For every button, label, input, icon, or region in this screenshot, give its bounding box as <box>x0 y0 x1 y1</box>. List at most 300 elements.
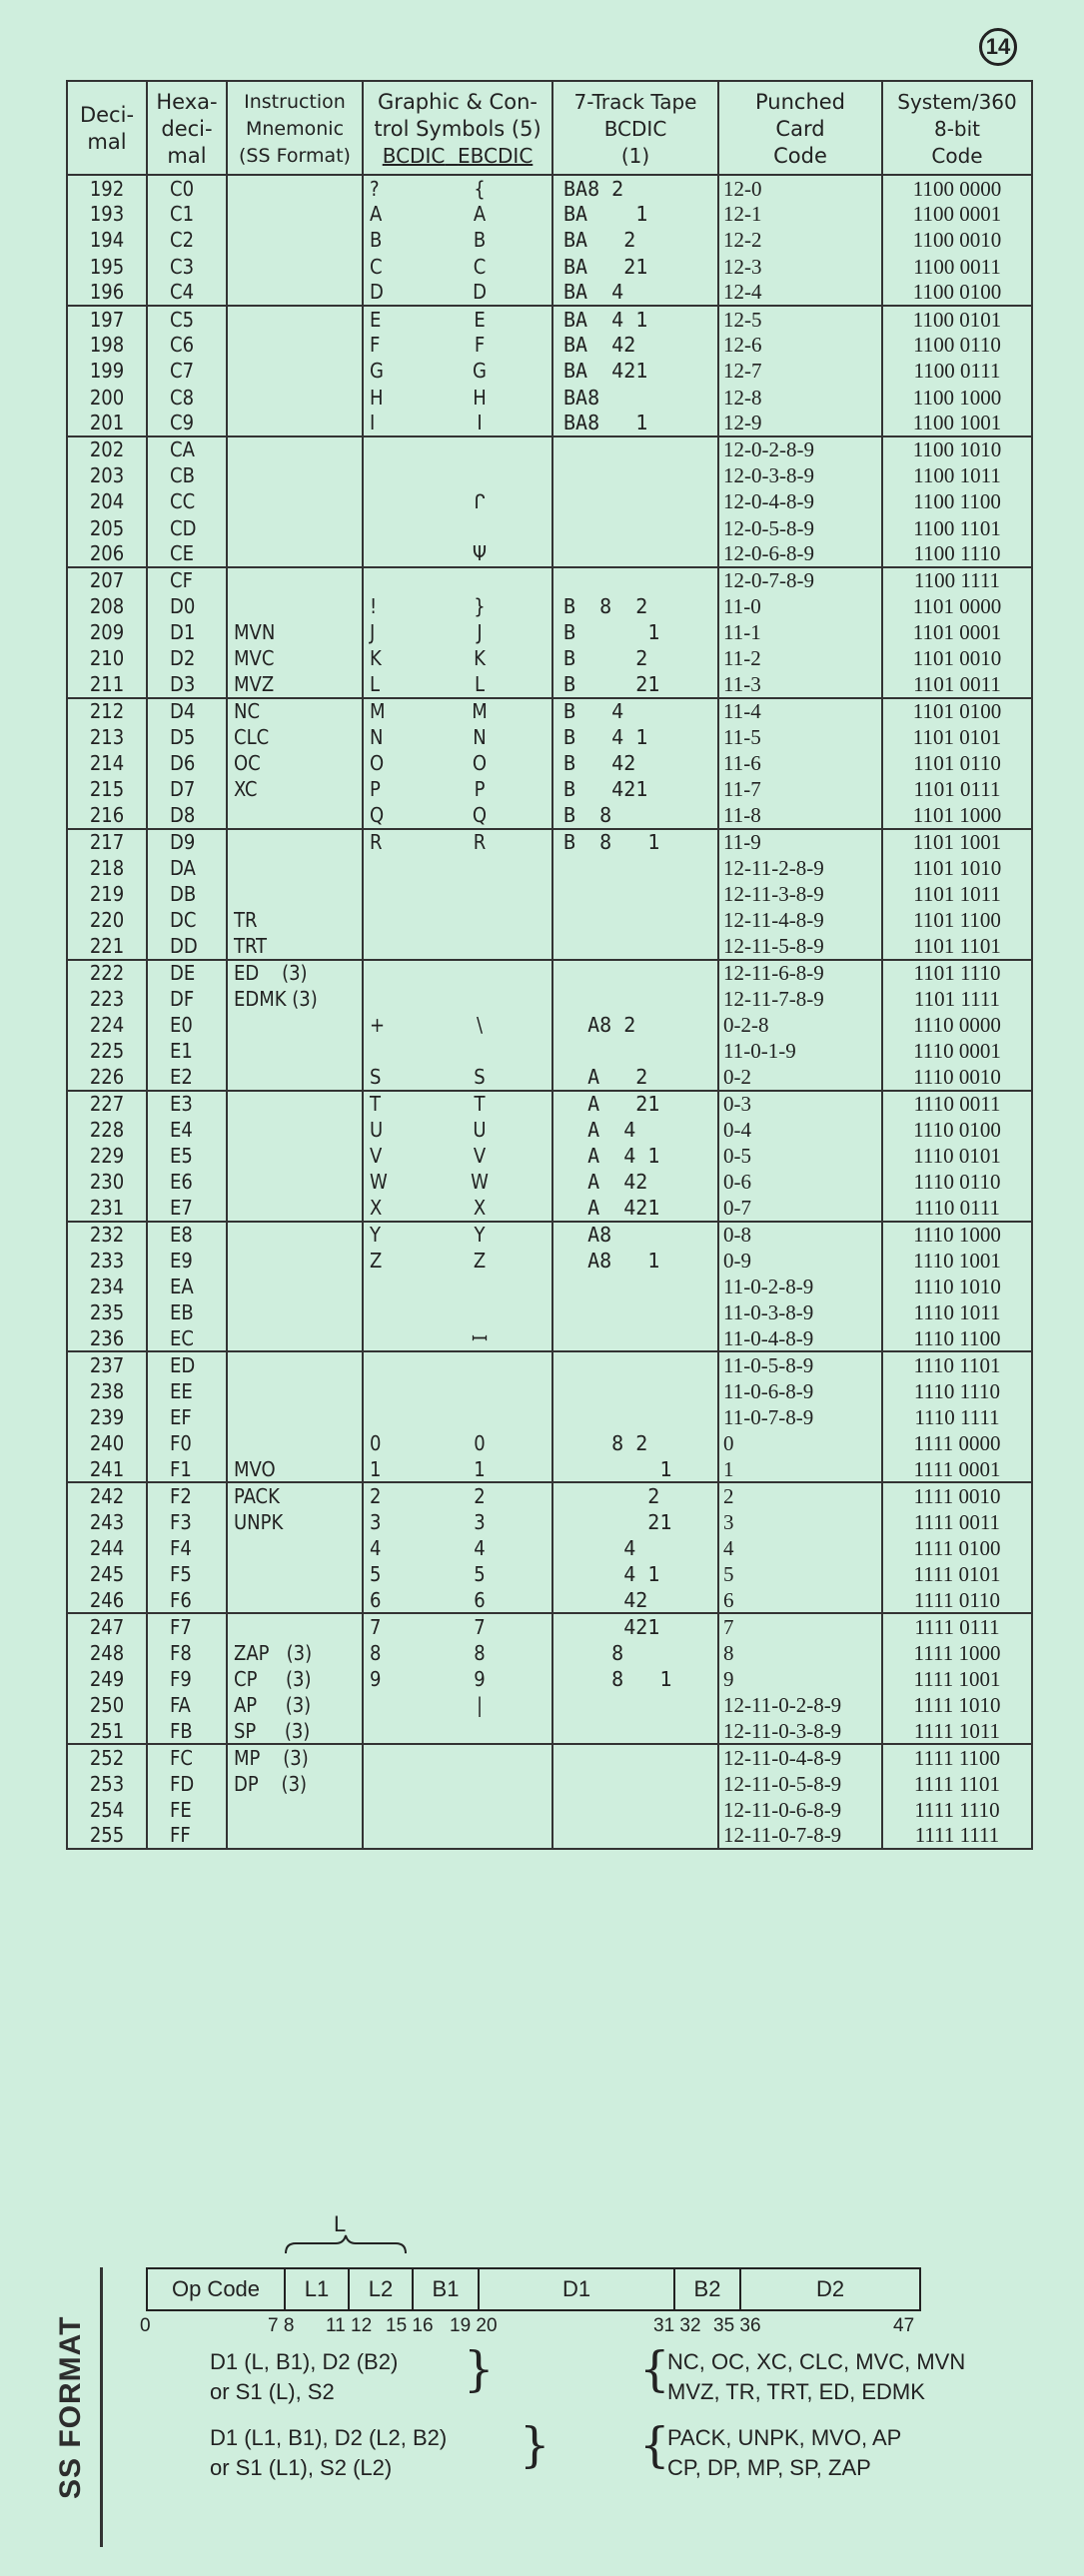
graphic-cell <box>363 514 552 540</box>
tape-cell <box>552 436 718 462</box>
system-cell: 1101 0010 <box>882 645 1032 671</box>
header-card: Punched Card Code <box>718 81 882 175</box>
table-row <box>67 1587 1032 1613</box>
hex-cell: FF <box>147 1823 227 1849</box>
card-cell: 6 <box>718 1587 882 1613</box>
system-cell: 1111 1001 <box>882 1666 1032 1692</box>
ss-ops-1b: MVZ, TR, TRT, ED, EDMK <box>667 2379 925 2404</box>
hex-cell: CA <box>147 436 227 462</box>
hex-cell: CF <box>147 567 227 593</box>
graphic-cell <box>363 1404 552 1430</box>
hex-cell: EA <box>147 1274 227 1299</box>
card-cell: 12-11-3-8-9 <box>718 881 882 907</box>
mnemonic-cell <box>227 411 363 436</box>
table-row <box>67 1456 1032 1482</box>
decimal-cell: 197 <box>67 306 147 332</box>
hex-cell: CC <box>147 488 227 514</box>
ss-field-l2: L2 <box>350 2269 414 2309</box>
graphic-cell <box>363 1351 552 1377</box>
decimal-cell: 251 <box>67 1718 147 1744</box>
decimal-cell: 196 <box>67 280 147 306</box>
card-cell: 12-0-7-8-9 <box>718 567 882 593</box>
system-cell: 1111 0110 <box>882 1587 1032 1613</box>
graphic-cell <box>363 227 552 253</box>
tape-cell <box>552 881 718 907</box>
ebcdic-symbol: H <box>473 385 487 410</box>
mnemonic-cell <box>227 385 363 411</box>
system-cell: 1111 1100 <box>882 1744 1032 1770</box>
bcdic-symbol: X <box>370 1195 383 1220</box>
graphic-cell <box>363 1248 552 1274</box>
decimal-cell: 206 <box>67 541 147 567</box>
mnemonic-cell <box>227 855 363 881</box>
bcdic-symbol: F <box>370 333 381 358</box>
tape-cell: BA8 2 <box>552 175 718 201</box>
card-cell: 9 <box>718 1666 882 1692</box>
tape-cell: A 2 <box>552 1064 718 1090</box>
mnemonic-cell <box>227 227 363 253</box>
hex-cell: F9 <box>147 1666 227 1692</box>
hex-cell: F1 <box>147 1456 227 1482</box>
hex-cell: E1 <box>147 1038 227 1064</box>
bcdic-symbol: 9 <box>370 1666 382 1691</box>
mnemonic-cell <box>227 593 363 619</box>
ebcdic-symbol: Q <box>472 803 488 828</box>
hex-cell: DB <box>147 881 227 907</box>
mnemonic-cell <box>227 1038 363 1064</box>
decimal-cell: 221 <box>67 933 147 959</box>
hex-cell: ED <box>147 1351 227 1377</box>
ss-format-title: SS FORMAT <box>54 2315 87 2499</box>
bcdic-symbol: 5 <box>370 1562 382 1587</box>
table-row <box>67 1430 1032 1456</box>
mnemonic-cell: XC <box>227 776 363 802</box>
hex-cell: E8 <box>147 1222 227 1248</box>
bcdic-symbol: J <box>370 620 376 645</box>
tape-cell: A8 <box>552 1222 718 1248</box>
tape-cell: 2 <box>552 1482 718 1508</box>
mnemonic-cell <box>227 1430 363 1456</box>
system-cell: 1101 0001 <box>882 619 1032 645</box>
table-row <box>67 776 1032 802</box>
header-hex: Hexa- deci- mal <box>147 81 227 175</box>
header-row <box>67 81 1032 175</box>
bcdic-symbol: 2 <box>370 1483 382 1508</box>
ebcdic-symbol: K <box>474 646 486 671</box>
graphic-cell <box>363 829 552 855</box>
decimal-cell: 242 <box>67 1482 147 1508</box>
table-row <box>67 645 1032 671</box>
bcdic-symbol: E <box>370 307 382 332</box>
system-cell: 1110 0010 <box>882 1064 1032 1090</box>
ebcdic-symbol: G <box>473 359 487 384</box>
system-cell: 1110 1101 <box>882 1351 1032 1377</box>
table-row <box>67 1509 1032 1535</box>
system-cell: 1110 0001 <box>882 1038 1032 1064</box>
system-cell: 1110 1001 <box>882 1248 1032 1274</box>
system-cell: 1110 0000 <box>882 1012 1032 1038</box>
card-cell: 12-0-2-8-9 <box>718 436 882 462</box>
mnemonic-cell <box>227 514 363 540</box>
decimal-cell: 203 <box>67 462 147 488</box>
hex-cell: E2 <box>147 1064 227 1090</box>
table-row <box>67 1325 1032 1351</box>
bcdic-symbol: Q <box>370 803 385 828</box>
system-cell: 1110 0101 <box>882 1143 1032 1169</box>
graphic-cell <box>363 724 552 750</box>
mnemonic-cell: CP (3) <box>227 1666 363 1692</box>
header-decimal: Deci- mal <box>67 81 147 175</box>
system-cell: 1111 0111 <box>882 1613 1032 1639</box>
card-cell: 11-0-5-8-9 <box>718 1351 882 1377</box>
bcdic-symbol: U <box>370 1117 384 1142</box>
tape-cell <box>552 1325 718 1351</box>
hex-cell: DC <box>147 907 227 933</box>
ss-bit-7-8: 7 8 <box>268 2315 295 2336</box>
decimal-cell: 213 <box>67 724 147 750</box>
ebcdic-symbol: R <box>473 830 487 855</box>
system-cell: 1111 1010 <box>882 1692 1032 1718</box>
ss-brace-right-2: } <box>520 2417 550 2473</box>
mnemonic-cell <box>227 1117 363 1143</box>
card-cell: 12-0-5-8-9 <box>718 514 882 540</box>
graphic-cell <box>363 1692 552 1718</box>
table-row <box>67 411 1032 436</box>
card-cell: 2 <box>718 1482 882 1508</box>
table-row <box>67 1299 1032 1325</box>
graphic-cell <box>363 1299 552 1325</box>
card-cell: 0-2-8 <box>718 1012 882 1038</box>
table-row <box>67 933 1032 959</box>
ss-field-b2: B2 <box>675 2269 741 2309</box>
bcdic-symbol: 6 <box>370 1587 382 1612</box>
tape-cell: 8 <box>552 1640 718 1666</box>
card-cell: 0-5 <box>718 1143 882 1169</box>
hex-cell: C1 <box>147 201 227 227</box>
mnemonic-cell <box>227 436 363 462</box>
decimal-cell: 225 <box>67 1038 147 1064</box>
tape-cell <box>552 1274 718 1299</box>
hex-cell: D8 <box>147 803 227 829</box>
mnemonic-cell <box>227 488 363 514</box>
tape-cell: A 42 <box>552 1169 718 1195</box>
ebcdic-symbol: { <box>474 176 486 201</box>
mnemonic-cell <box>227 881 363 907</box>
tape-cell <box>552 1797 718 1823</box>
system-cell: 1101 0011 <box>882 672 1032 698</box>
ebcdic-symbol: W <box>471 1170 489 1195</box>
graphic-cell <box>363 750 552 776</box>
decimal-cell: 202 <box>67 436 147 462</box>
card-cell: 0-7 <box>718 1195 882 1221</box>
graphic-cell <box>363 619 552 645</box>
ebcdic-symbol: | <box>476 1692 484 1717</box>
table-row <box>67 1797 1032 1823</box>
hex-cell: EE <box>147 1378 227 1404</box>
graphic-cell <box>363 201 552 227</box>
graphic-cell <box>363 1535 552 1561</box>
table-row <box>67 1718 1032 1744</box>
ebcdic-symbol: 0 <box>474 1431 486 1456</box>
system-cell: 1101 0000 <box>882 593 1032 619</box>
hex-cell: DF <box>147 986 227 1012</box>
mnemonic-cell <box>227 201 363 227</box>
ebcdic-symbol: ꟷ <box>471 1325 489 1350</box>
tape-cell <box>552 1351 718 1377</box>
tape-cell: B 8 2 <box>552 593 718 619</box>
mnemonic-cell <box>227 1325 363 1351</box>
graphic-cell <box>363 1823 552 1849</box>
tape-cell: B 1 <box>552 619 718 645</box>
bcdic-symbol: 3 <box>370 1509 382 1534</box>
hex-cell: F7 <box>147 1613 227 1639</box>
card-cell: 12-11-0-6-8-9 <box>718 1797 882 1823</box>
graphic-cell <box>363 1012 552 1038</box>
card-cell: 12-1 <box>718 201 882 227</box>
table-row <box>67 385 1032 411</box>
mnemonic-cell <box>227 1274 363 1299</box>
system-cell: 1111 1101 <box>882 1770 1032 1796</box>
ss-brace-right-1: } <box>464 2341 495 2397</box>
table-row <box>67 306 1032 332</box>
card-cell: 0-9 <box>718 1248 882 1274</box>
tape-cell <box>552 567 718 593</box>
bcdic-symbol: T <box>370 1092 381 1117</box>
system-cell: 1110 1000 <box>882 1222 1032 1248</box>
decimal-cell: 223 <box>67 986 147 1012</box>
tape-cell: BA8 1 <box>552 411 718 436</box>
header-ebcdic: EBCDIC <box>458 143 534 168</box>
system-cell: 1100 1001 <box>882 411 1032 436</box>
hex-cell: CE <box>147 541 227 567</box>
system-cell: 1110 1111 <box>882 1404 1032 1430</box>
hex-cell: F8 <box>147 1640 227 1666</box>
hex-cell: E9 <box>147 1248 227 1274</box>
system-cell: 1101 0110 <box>882 750 1032 776</box>
decimal-cell: 243 <box>67 1509 147 1535</box>
decimal-cell: 215 <box>67 776 147 802</box>
ss-format-rule <box>100 2267 103 2547</box>
graphic-cell <box>363 488 552 514</box>
ebcdic-symbol: U <box>473 1117 487 1142</box>
ebcdic-symbol: 6 <box>474 1587 486 1612</box>
tape-cell <box>552 1038 718 1064</box>
hex-cell: C8 <box>147 385 227 411</box>
table-row <box>67 803 1032 829</box>
tape-cell: BA 1 <box>552 201 718 227</box>
table-row <box>67 514 1032 540</box>
table-row <box>67 1064 1032 1090</box>
tape-cell <box>552 960 718 986</box>
decimal-cell: 245 <box>67 1561 147 1587</box>
table-row <box>67 593 1032 619</box>
mnemonic-cell: CLC <box>227 724 363 750</box>
bcdic-symbol: 7 <box>370 1614 382 1639</box>
ebcdic-symbol: F <box>474 333 486 358</box>
table-row <box>67 1823 1032 1849</box>
ebcdic-symbol: J <box>477 620 483 645</box>
card-cell: 11-0-4-8-9 <box>718 1325 882 1351</box>
hex-cell: C0 <box>147 175 227 201</box>
ebcdic-symbol: A <box>473 202 487 227</box>
card-cell: 11-0-2-8-9 <box>718 1274 882 1299</box>
card-cell: 11-0-6-8-9 <box>718 1378 882 1404</box>
decimal-cell: 228 <box>67 1117 147 1143</box>
graphic-cell <box>363 1797 552 1823</box>
decimal-cell: 219 <box>67 881 147 907</box>
hex-cell: EC <box>147 1325 227 1351</box>
bcdic-symbol: B <box>370 228 383 253</box>
decimal-cell: 204 <box>67 488 147 514</box>
card-cell: 11-0-3-8-9 <box>718 1299 882 1325</box>
card-cell: 11-3 <box>718 672 882 698</box>
system-cell: 1110 0111 <box>882 1195 1032 1221</box>
graphic-cell <box>363 1666 552 1692</box>
mnemonic-cell <box>227 1222 363 1248</box>
table-row <box>67 462 1032 488</box>
card-cell: 11-0-1-9 <box>718 1038 882 1064</box>
ss-ops-1a: NC, OC, XC, CLC, MVC, MVN <box>667 2349 966 2374</box>
mnemonic-cell: DP (3) <box>227 1770 363 1796</box>
hex-cell: F0 <box>147 1430 227 1456</box>
system-cell: 1100 0100 <box>882 280 1032 306</box>
hex-cell: C7 <box>147 358 227 384</box>
decimal-cell: 248 <box>67 1640 147 1666</box>
card-cell: 12-4 <box>718 280 882 306</box>
bcdic-symbol: R <box>370 830 383 855</box>
graphic-cell <box>363 1770 552 1796</box>
tape-cell <box>552 1692 718 1718</box>
ss-ops-2b: CP, DP, MP, SP, ZAP <box>667 2455 871 2480</box>
decimal-cell: 253 <box>67 1770 147 1796</box>
mnemonic-cell <box>227 332 363 358</box>
table-row <box>67 1143 1032 1169</box>
mnemonic-cell <box>227 254 363 280</box>
graphic-cell <box>363 541 552 567</box>
graphic-cell <box>363 986 552 1012</box>
mnemonic-cell <box>227 1404 363 1430</box>
system-cell: 1101 1110 <box>882 960 1032 986</box>
decimal-cell: 216 <box>67 803 147 829</box>
ebcdic-symbol: T <box>474 1092 486 1117</box>
card-cell: 12-11-0-3-8-9 <box>718 1718 882 1744</box>
decimal-cell: 218 <box>67 855 147 881</box>
ss-operand-form-1b: or S1 (L), S2 <box>210 2379 335 2404</box>
hex-cell: D4 <box>147 698 227 724</box>
hex-cell: D1 <box>147 619 227 645</box>
tape-cell: 4 <box>552 1535 718 1561</box>
graphic-cell <box>363 698 552 724</box>
tape-cell: B 4 <box>552 698 718 724</box>
mnemonic-cell <box>227 358 363 384</box>
mnemonic-cell <box>227 1195 363 1221</box>
system-cell: 1100 1000 <box>882 385 1032 411</box>
system-cell: 1101 1111 <box>882 986 1032 1012</box>
ss-length-label: L <box>334 2211 347 2236</box>
mnemonic-cell: MVC <box>227 645 363 671</box>
tape-cell <box>552 907 718 933</box>
tape-cell <box>552 986 718 1012</box>
system-cell: 1100 0101 <box>882 306 1032 332</box>
hex-cell: E7 <box>147 1195 227 1221</box>
graphic-cell <box>363 1718 552 1744</box>
ebcdic-symbol: P <box>474 777 486 802</box>
hex-cell: D5 <box>147 724 227 750</box>
graphic-cell <box>363 306 552 332</box>
page-number: 14 <box>979 28 1017 66</box>
card-cell: 3 <box>718 1509 882 1535</box>
card-cell: 12-7 <box>718 358 882 384</box>
graphic-cell <box>363 907 552 933</box>
graphic-cell <box>363 855 552 881</box>
bcdic-symbol: Y <box>370 1223 381 1248</box>
graphic-cell <box>363 1143 552 1169</box>
bcdic-symbol: + <box>370 1013 386 1038</box>
tape-cell: 21 <box>552 1509 718 1535</box>
mnemonic-cell <box>227 1587 363 1613</box>
system-cell: 1111 0010 <box>882 1482 1032 1508</box>
table-row <box>67 1613 1032 1639</box>
decimal-cell: 237 <box>67 1351 147 1377</box>
decimal-cell: 250 <box>67 1692 147 1718</box>
bcdic-symbol: V <box>370 1144 383 1169</box>
ss-brace-left-1: { <box>639 2341 670 2397</box>
hex-cell: FD <box>147 1770 227 1796</box>
graphic-cell <box>363 280 552 306</box>
bcdic-symbol: L <box>370 672 381 697</box>
table-row <box>67 358 1032 384</box>
hex-cell: D2 <box>147 645 227 671</box>
tape-cell: 8 1 <box>552 1666 718 1692</box>
decimal-cell: 227 <box>67 1091 147 1117</box>
ebcdic-symbol: O <box>472 751 488 776</box>
hex-cell: C9 <box>147 411 227 436</box>
tape-cell: A 4 <box>552 1117 718 1143</box>
decimal-cell: 236 <box>67 1325 147 1351</box>
card-cell: 12-11-0-5-8-9 <box>718 1770 882 1796</box>
mnemonic-cell: PACK <box>227 1482 363 1508</box>
ss-bit-15-16: 15 16 <box>386 2315 434 2336</box>
system-cell: 1110 1010 <box>882 1274 1032 1299</box>
table-row <box>67 619 1032 645</box>
mnemonic-cell <box>227 1351 363 1377</box>
hex-cell: E6 <box>147 1169 227 1195</box>
tape-cell: A8 1 <box>552 1248 718 1274</box>
tape-cell <box>552 1378 718 1404</box>
graphic-cell <box>363 1587 552 1613</box>
decimal-cell: 255 <box>67 1823 147 1849</box>
graphic-cell <box>363 593 552 619</box>
system-cell: 1101 1000 <box>882 803 1032 829</box>
ebcdic-symbol: Y <box>474 1223 486 1248</box>
tape-cell: 1 <box>552 1456 718 1482</box>
decimal-cell: 220 <box>67 907 147 933</box>
tape-cell <box>552 514 718 540</box>
hex-cell: F2 <box>147 1482 227 1508</box>
graphic-cell <box>363 1744 552 1770</box>
bcdic-symbol: M <box>370 699 386 724</box>
table-row <box>67 907 1032 933</box>
graphic-cell <box>363 1325 552 1351</box>
graphic-cell <box>363 933 552 959</box>
system-cell: 1100 0001 <box>882 201 1032 227</box>
table-row <box>67 1404 1032 1430</box>
system-cell: 1110 1100 <box>882 1325 1032 1351</box>
decimal-cell: 238 <box>67 1378 147 1404</box>
graphic-cell <box>363 1561 552 1587</box>
decimal-cell: 194 <box>67 227 147 253</box>
mnemonic-cell <box>227 1797 363 1823</box>
